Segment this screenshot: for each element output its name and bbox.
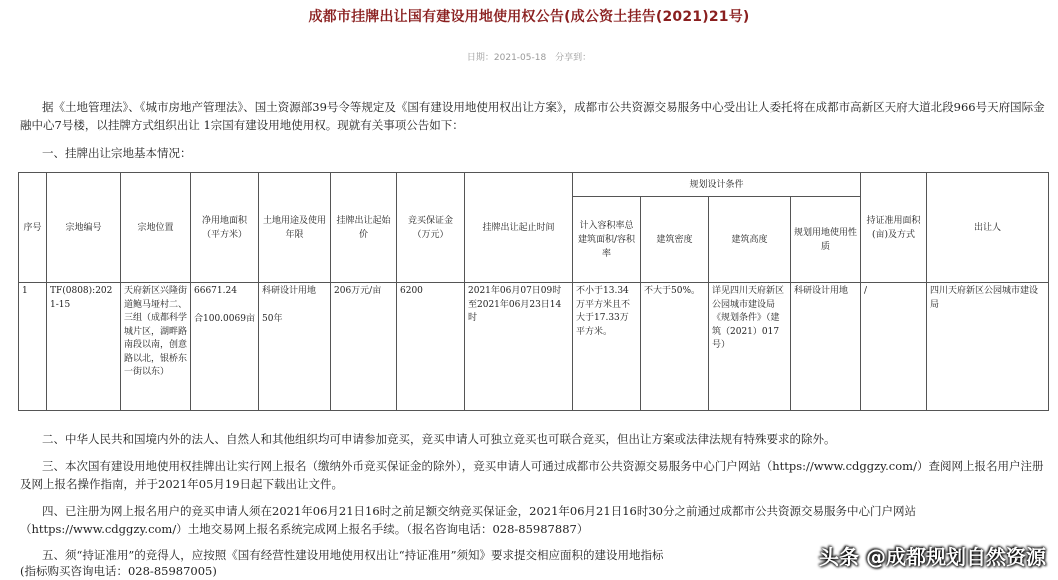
th-height: 建筑高度 <box>709 197 791 283</box>
cell-deposit: 6200 <box>397 283 465 411</box>
cell-cert-area: / <box>861 283 927 411</box>
th-density: 建筑密度 <box>641 197 709 283</box>
net-area-sqm: 66671.24 <box>194 286 237 296</box>
paragraph-3: 三、本次国有建设用地使用权挂牌出让实行网上报名（缴纳外币竞买保证金的除外），竞买申请人可通过成都市公共资源交易服务中心门户网站（https://www.cdggzy.com/）查阅网上报名用户注册及网上报名操作指南，并于2021年05月19日起下载出让文件。 <box>20 459 1044 491</box>
th-planned-use: 规划用地使用性质 <box>791 197 861 283</box>
cell-net-area <box>191 283 259 411</box>
th-location: 宗地位置 <box>121 173 191 283</box>
th-grantor: 出让人 <box>927 173 1049 283</box>
cell-grantor: 四川天府新区公园城市建设局 <box>927 283 1049 411</box>
watermark: 头条 @成都规划自然资源 <box>819 545 1046 569</box>
th-start-price: 挂牌出让起始价 <box>331 173 397 283</box>
cell-use-term <box>259 283 331 411</box>
th-period: 挂牌出让起止时间 <box>465 173 573 283</box>
paragraph-5-tail: (指标购买咨询电话：028-85987005) <box>20 564 217 578</box>
cell-height: 详见四川天府新区公园城市建设局《规划条件》（建筑（2021）017号） <box>709 283 791 411</box>
cell-planned-use: 科研设计用地 <box>791 283 861 411</box>
cell-parcel-no: TF(0808):2021-15 <box>47 283 121 411</box>
th-cert-area: 持证准用面积(亩)及方式 <box>861 173 927 283</box>
cell-plot-ratio: 不小于13.34万平方米且不大于17.33万平方米。 <box>573 283 641 411</box>
section-1-heading: 一、挂牌出让宗地基本情况： <box>42 146 192 160</box>
land-term: 50年 <box>262 313 283 324</box>
cell-start-price: 206万元/亩 <box>331 283 397 411</box>
page-title: 成都市挂牌出让国有建设用地使用权公告(成公资土挂告(2021)21号) <box>308 9 750 25</box>
paragraph-2: 二、中华人民共和国境内外的法人、自然人和其他组织均可申请参加竞买，竞买申请人可独立竞买也可联合竞买，但出让方案或法律法规有特殊要求的除外。 <box>42 432 836 446</box>
th-deposit: 竞买保证金（万元） <box>397 173 465 283</box>
publish-date: 日期：2021-05-18 <box>466 53 547 63</box>
meta-line <box>0 50 1058 63</box>
th-planning-group: 规划设计条件 <box>573 173 861 197</box>
net-area-mu: 合100.0069亩 <box>194 313 255 324</box>
th-net-area: 净用地面积（平方米） <box>191 173 259 283</box>
paragraph-5: 五、须“持证准用”的竞得人，应按照《国有经营性建设用地使用权出让“持证准用”须知》要求提交相应面积的建设用地指标 <box>42 548 664 562</box>
th-use-term: 土地用途及使用年限 <box>259 173 331 283</box>
th-seq: 序号 <box>19 173 47 283</box>
paragraph-4: 四、已注册为网上报名用户的竞买申请人须在2021年06月21日16时之前足额交纳竞买保证金，2021年06月21日16时30分之前通过成都市公共资源交易服务中心门户网站（https://www.cdggzy.com/）土地交易网上报名系统完成网上报名手续。（报名咨询电话：028-85987887） <box>20 504 916 536</box>
parcel-table <box>18 172 1049 411</box>
table-row <box>19 283 1049 411</box>
intro-paragraph: 据《土地管理法》、《城市房地产管理法》、国土资源部39号令等规定及《国有建设用地使用权出让方案》，成都市公共资源交易服务中心受出让人委托将在成都市高新区天府大道北段966号天府国际金融中心7号楼，以挂牌方式组织出让 1宗国有建设用地使用权。现就有关事项公告如下： <box>20 100 1045 132</box>
th-plot-ratio: 计入容积率总建筑面积/容积率 <box>573 197 641 283</box>
cell-seq: 1 <box>19 283 47 411</box>
th-parcel-no: 宗地编号 <box>47 173 121 283</box>
cell-location: 天府新区兴隆街道鲍马垭村二、三组（成都科学城片区，湖畔路南段以南，创意路以北，银桥东一街以东） <box>121 283 191 411</box>
cell-period: 2021年06月07日09时至2021年06月23日14时 <box>465 283 573 411</box>
land-use: 科研设计用地 <box>262 286 317 296</box>
cell-density: 不大于50%。 <box>641 283 709 411</box>
share-link[interactable]: 分享到： <box>555 53 592 63</box>
